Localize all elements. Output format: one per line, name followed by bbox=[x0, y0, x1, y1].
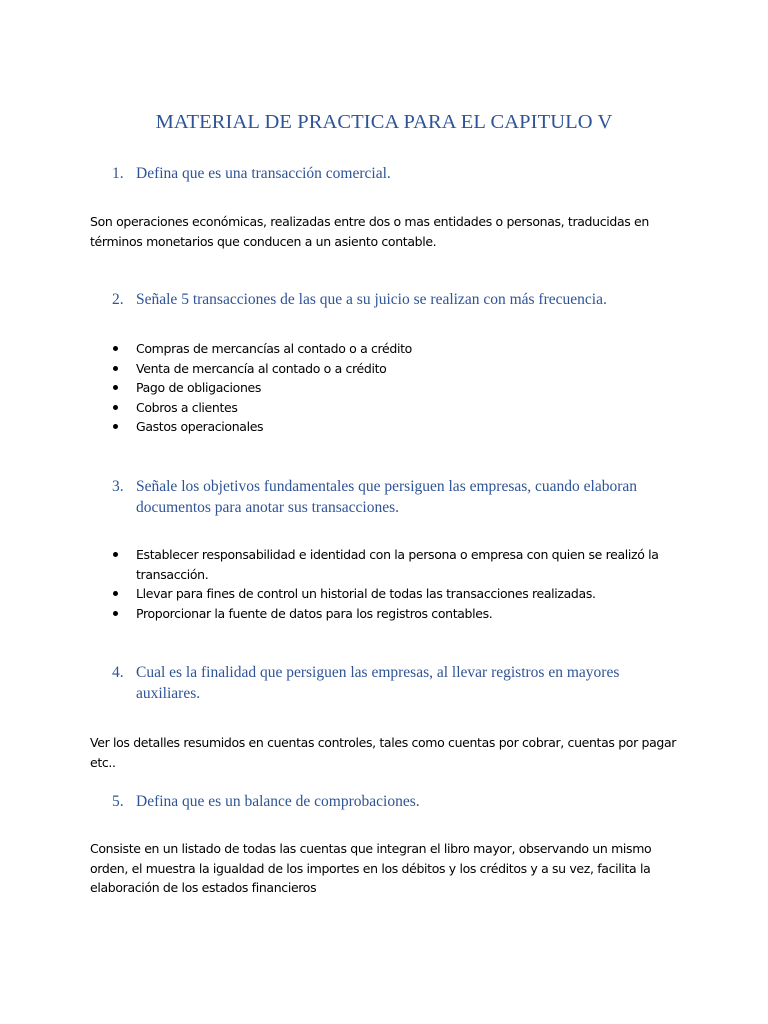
bullet-icon bbox=[113, 591, 118, 596]
question-4 bbox=[112, 662, 672, 704]
answer-5: Consiste en un listado de todas las cuentas que integran el libro mayor, observando un mismo orden, el muestra la igualdad de los importes en los débitos y los créditos y a su vez, facilita la elaboración de los estados financieros bbox=[90, 841, 652, 895]
question-text: Señale los objetivos fundamentales que persiguen las empresas, cuando elaboran documentos para anotar sus transacciones. bbox=[136, 478, 638, 516]
question-number: 1. bbox=[112, 165, 124, 182]
bullet-icon bbox=[113, 611, 118, 616]
question-1 bbox=[112, 163, 672, 184]
list-item bbox=[110, 359, 690, 379]
answer-4: Ver los detalles resumidos en cuentas controles, tales como cuentas por cobrar, cuentas por pagar etc.. bbox=[90, 735, 677, 770]
question-5 bbox=[112, 791, 672, 812]
list-item-text: Compras de mercancías al contado o a crédito bbox=[136, 341, 412, 356]
list-item bbox=[110, 584, 690, 604]
question-text: Señale 5 transacciones de las que a su juicio se realizan con más frecuencia. bbox=[136, 291, 607, 308]
answer-1: Son operaciones económicas, realizadas entre dos o mas entidades o personas, traducidas en términos monetarios que conducen a un asiento contable. bbox=[90, 214, 649, 249]
question-number: 2. bbox=[112, 291, 124, 308]
bullet-icon bbox=[113, 385, 118, 390]
question-text: Cual es la finalidad que persiguen las empresas, al llevar registros en mayores auxiliares. bbox=[136, 664, 620, 702]
list-item-text: Venta de mercancía al contado o a crédito bbox=[136, 360, 387, 376]
question-3 bbox=[112, 476, 672, 518]
list-item bbox=[110, 398, 690, 418]
bullet-list-3 bbox=[110, 545, 690, 623]
list-item bbox=[110, 417, 690, 437]
list-item-text: Llevar para fines de control un historial de todas las transacciones realizadas. bbox=[136, 586, 596, 601]
bullet-list-2 bbox=[110, 339, 690, 437]
bullet-icon bbox=[113, 405, 118, 410]
question-text: Defina que es un balance de comprobaciones. bbox=[136, 793, 420, 810]
question-number: 5. bbox=[112, 793, 124, 810]
question-number: 4. bbox=[112, 664, 124, 681]
question-number: 3. bbox=[112, 478, 124, 495]
document-title: MATERIAL DE PRACTICA PARA EL CAPITULO V bbox=[155, 111, 613, 133]
list-item bbox=[110, 378, 690, 398]
bullet-icon bbox=[113, 552, 118, 557]
bullet-icon bbox=[113, 366, 118, 371]
list-item bbox=[110, 339, 690, 359]
list-item bbox=[110, 545, 690, 584]
list-item bbox=[110, 604, 690, 624]
list-item-text: Gastos operacionales bbox=[136, 419, 264, 434]
bullet-icon bbox=[113, 346, 118, 351]
question-2 bbox=[112, 289, 672, 310]
list-item-text: Establecer responsabilidad e identidad con la persona o empresa con quien se realizó la transacción. bbox=[136, 547, 659, 582]
list-item-text: Proporcionar la fuente de datos para los registros contables. bbox=[136, 605, 493, 621]
question-text: Defina que es una transacción comercial. bbox=[136, 165, 391, 182]
list-item-text: Cobros a clientes bbox=[136, 399, 238, 415]
list-item-text: Pago de obligaciones bbox=[136, 380, 262, 395]
bullet-icon bbox=[113, 424, 118, 429]
